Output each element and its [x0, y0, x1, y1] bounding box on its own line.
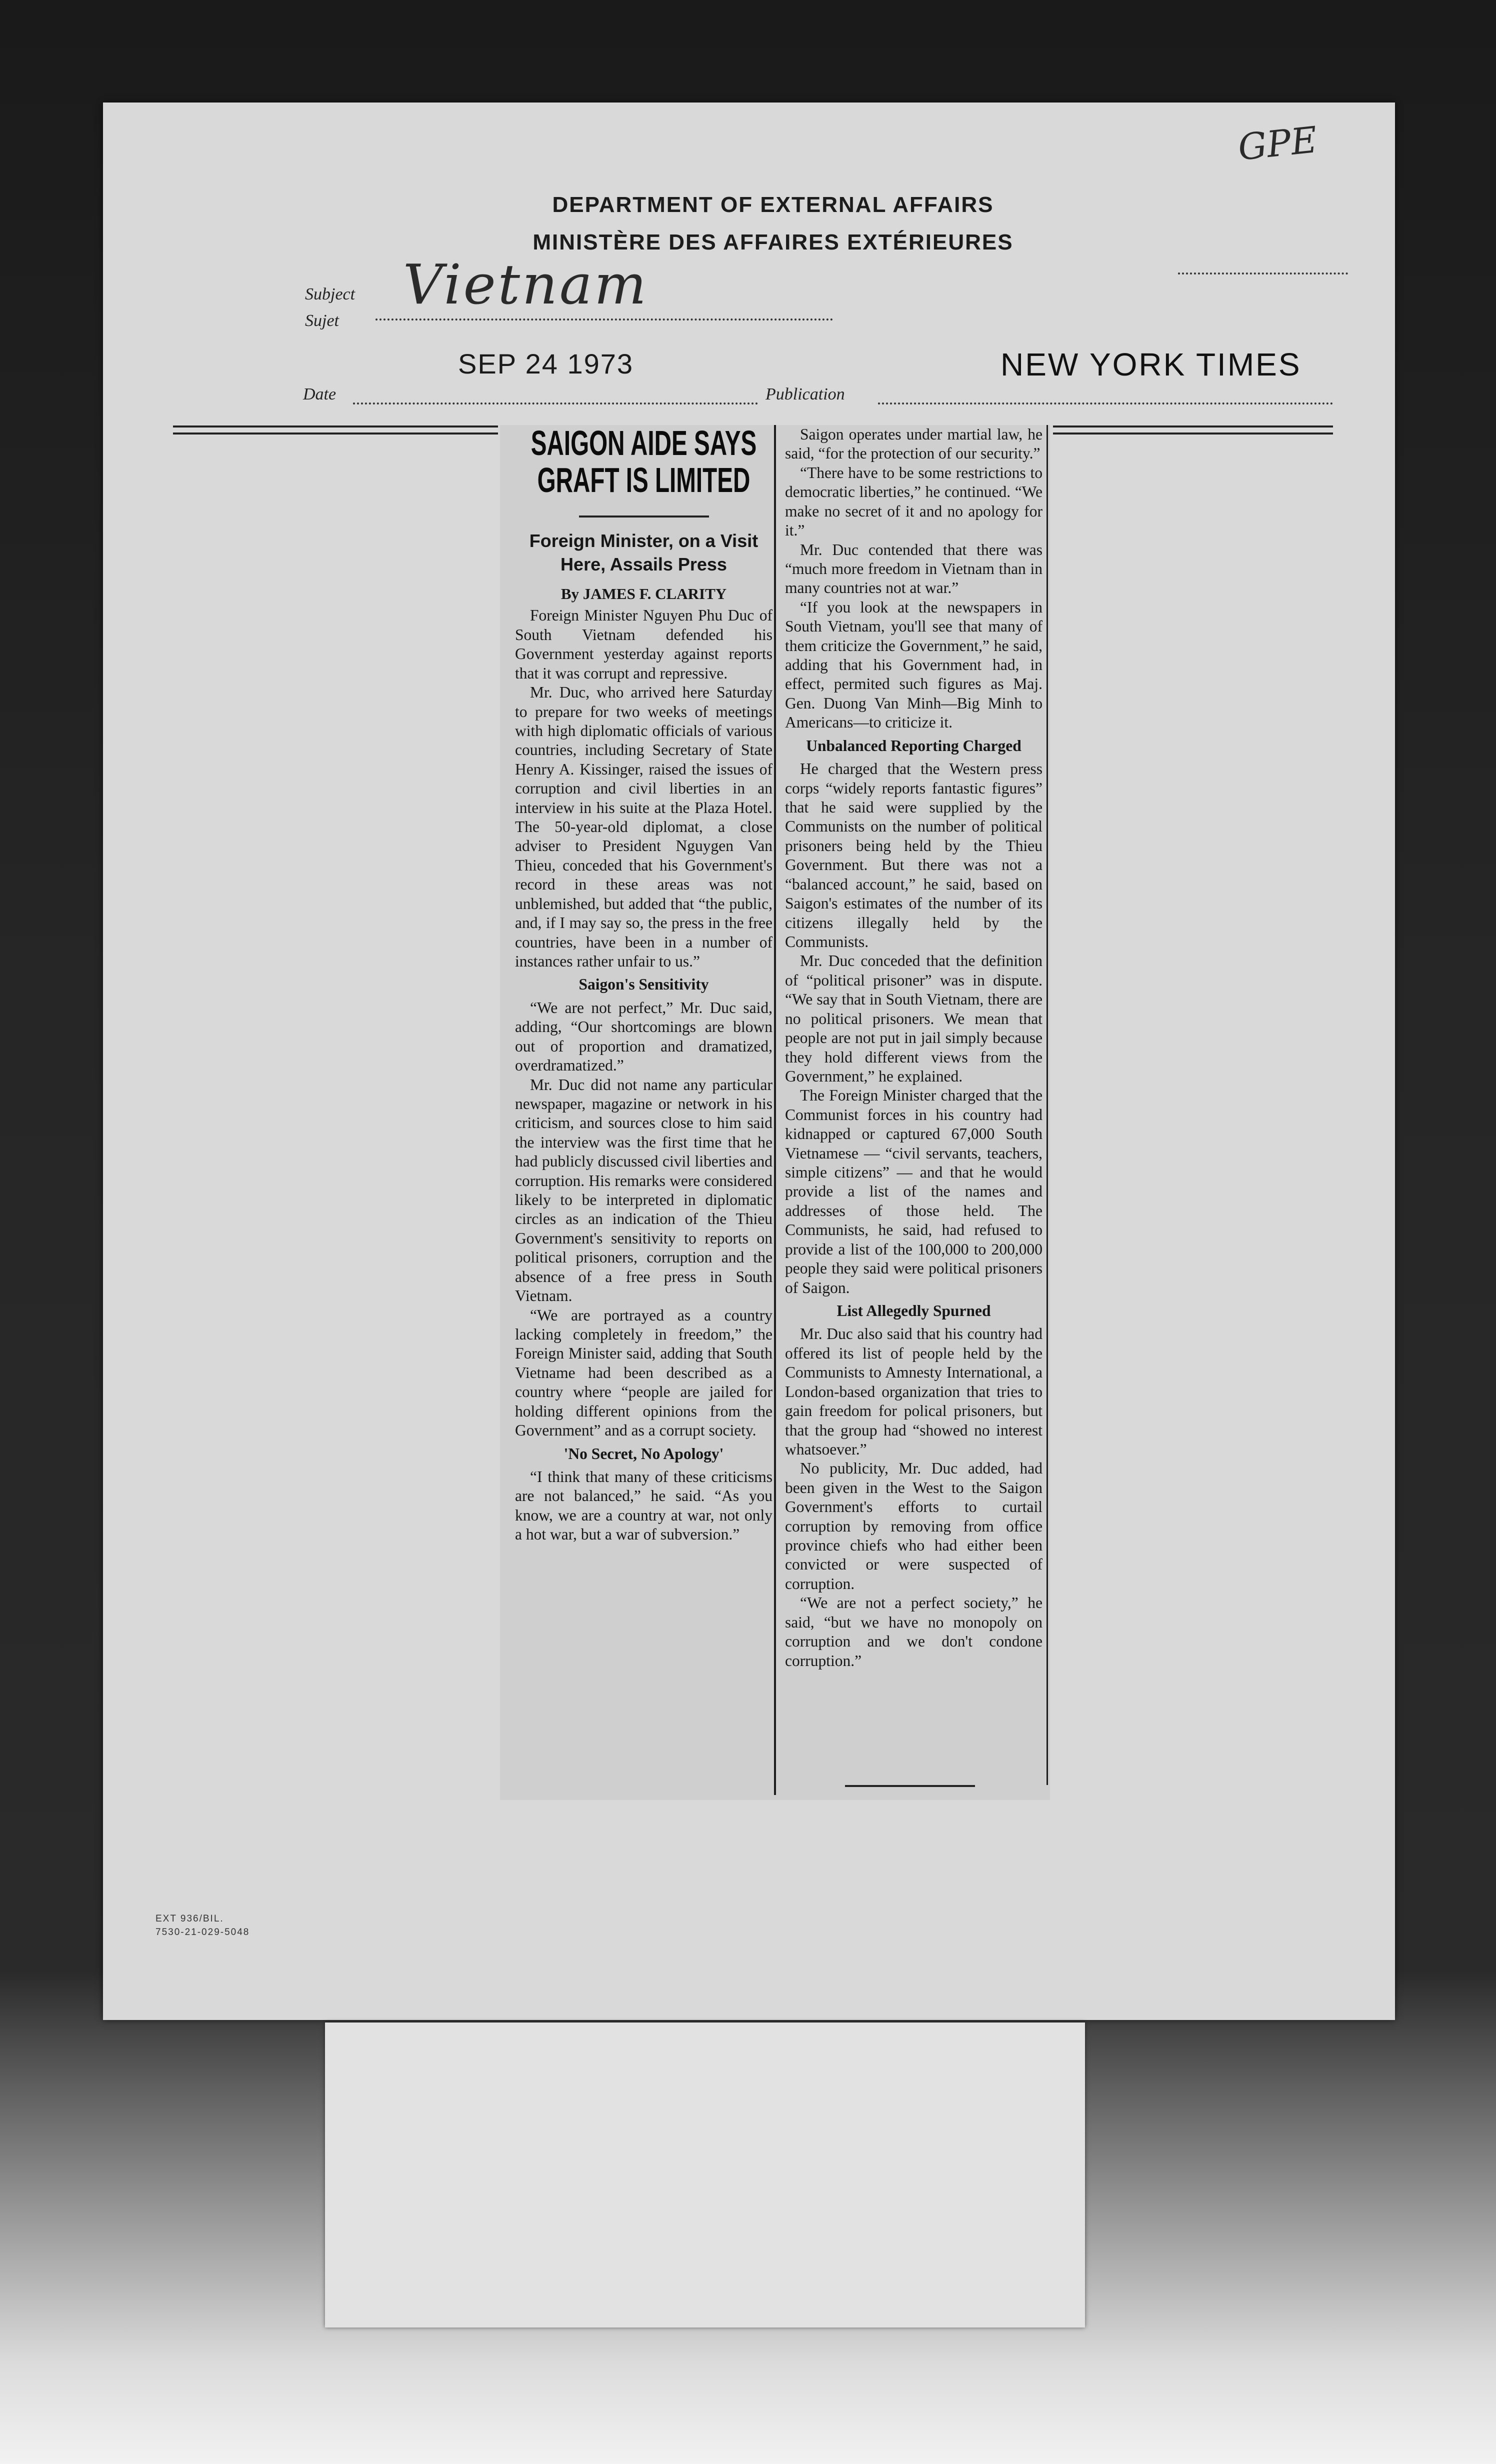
article-paragraph: “We are not perfect,” Mr. Duc said, adding, “Our shortcomings are blown out of proportion and dramatized, overdramatized.”	[515, 998, 772, 1074]
article-subhead: Unbalanced Reporting Charged	[806, 736, 1022, 754]
publication-dotted-line	[878, 402, 1333, 404]
article-paragraph: “If you look at the newspapers in South Vietnam, you'll see that many of them criticize the Government,” he said, adding that his Government had, in effect, permited such figures as Maj. Gen. Duong Van Minh—Big Minh to Americans—to criticize it.	[785, 598, 1042, 732]
attached-blank-slip	[325, 2022, 1085, 2328]
article-paragraph: “There have to be some restrictions to democratic liberties,” he continued. “We make no secret of it and no apology for it.”	[785, 464, 1042, 540]
article-end-rule	[845, 1785, 975, 1787]
article-paragraph: Mr. Duc contended that there was “much more freedom in Vietnam than in many countries not at war.”	[785, 540, 1042, 597]
newspaper-clipping	[500, 425, 1055, 1800]
column-divider-line	[774, 425, 776, 1795]
publication-name: NEW YORK TIMES	[1000, 346, 1302, 382]
headline-divider	[579, 516, 709, 518]
article-paragraph: Mr. Duc also said that his country had offered its list of people held by the Communists to Amnesty International, a London-based organization that tries to gain freedom for polical prisoners, but that the group had “showed no interest whatsoever.”	[785, 1325, 1042, 1458]
department-title-en: DEPARTMENT OF EXTERNAL AFFAIRS	[552, 192, 994, 217]
article-paragraph: “We are portrayed as a country lacking completely in freedom,” the Foreign Minister said, adding that South Vietname had been described as a country where “people are jailed for holding different opinions from the Government” and as a corrupt society.	[515, 1306, 772, 1440]
left-double-rule-top	[173, 426, 498, 428]
column-1-body	[515, 606, 772, 1544]
article-paragraph: Mr. Duc conceded that the definition of “political prisoner” was in dispute. “We say that in South Vietnam, there are no political prisoners. We mean that people are not put in jail simply because they hold different views from the Government,” he explained.	[785, 952, 1042, 1085]
article-column-1	[515, 425, 772, 1544]
form-number-line-2: 7530-21-029-5048	[156, 1926, 250, 1938]
article-paragraph: Saigon operates under martial law, he said, “for the protection of our security.”	[785, 426, 1042, 462]
article-headline: SAIGON AIDE SAYS GRAFT IS LIMITED	[530, 424, 757, 500]
article-deck: Foreign Minister, on a Visit Here, Assails Press	[529, 530, 758, 574]
form-number-line-1: EXT 936/BIL.	[156, 1914, 224, 1924]
department-title-fr: MINISTÈRE DES AFFAIRES EXTÉRIEURES	[532, 230, 1014, 254]
publication-label: Publication	[766, 385, 845, 404]
article-paragraph: Mr. Duc did not name any particular newspaper, magazine or network in his criticism, and sources close to him said the interview was the first time that he had publicly discussed civil liberties and corruption. His remarks were considered likely to be interpreted in diplomatic circles as an indication of the Thieu Government's sensitivity to reports on political prisoners, corruption and the absence of a free press in South Vietnam.	[515, 1076, 772, 1305]
subject-label: Subject	[305, 285, 356, 304]
article-byline: By JAMES F. CLARITY	[560, 584, 727, 602]
right-double-rule-top	[1053, 426, 1333, 428]
article-paragraph: Mr. Duc, who arrived here Saturday to prepare for two weeks of meetings with high diplomatic officials of various countries, including Secretary of State Henry A. Kissinger, raised the issues of corruption and civil liberties in an interview in his suite at the Plaza Hotel. The 50-year-old diplomat, a close adviser to President Nguygen Van Thieu, conceded that his Government's record in these areas was not unblemished, but added that “the public, and, if I may say so, the press in the free countries, have been in a number of instances rather unfair to us.”	[515, 684, 772, 970]
column-2-right-edge	[1046, 425, 1048, 1785]
article-paragraph: No publicity, Mr. Duc added, had been given in the West to the Saigon Government's efforts to curtail corruption by removing from office province chiefs who had either been convicted or were suspected of corruption.	[785, 1460, 1042, 1592]
subject-handwritten-value: Vietnam	[403, 252, 648, 316]
subject-label-fr: Sujet	[305, 312, 339, 330]
article-paragraph: “We are not a perfect society,” he said, “but we have no monopoly on corruption and we don't condone corruption.”	[785, 1594, 1042, 1670]
date-dotted-line	[353, 402, 758, 404]
form-number	[156, 1912, 250, 1939]
article-paragraph: The Foreign Minister charged that the Communist forces in his country had kidnapped or captured 67,000 South Vietnamese — “civil servants, teachers, simple citizens” — and that he would provide a list of the names and addresses of those held. The Communists, he said, had refused to provide a list of the 100,000 to 200,000 people they said were political prisoners of Saigon.	[785, 1086, 1042, 1296]
article-paragraph: “I think that many of these criticisms are not balanced,” he said. “As you know, we are a country at war, not only a hot war, but a war of subversion.”	[515, 1468, 772, 1544]
article-subhead: List Allegedly Spurned	[836, 1302, 991, 1320]
date-label: Date	[303, 385, 336, 404]
article-paragraph: Foreign Minister Nguyen Phu Duc of South Vietnam defended his Government yesterday against reports that it was corrupt and repressive.	[515, 606, 772, 682]
top-right-dotted-line	[1178, 272, 1348, 274]
column-2-body	[785, 425, 1042, 1670]
article-subhead: 'No Secret, No Apology'	[564, 1444, 724, 1462]
date-stamp: SEP 24 1973	[458, 348, 634, 380]
right-double-rule-bottom	[1053, 432, 1333, 434]
article-paragraph: He charged that the Western press corps “widely reports fantastic figures” that he said were supplied by the Communists on the number of political prisoners being held by the Thieu Government. But there was not a “balanced account,” he said, based on Saigon's estimates of the number of its citizens illegally held by the Communists.	[785, 760, 1042, 950]
left-double-rule-bottom	[173, 432, 498, 434]
article-column-2	[785, 425, 1042, 1670]
article-subhead: Saigon's Sensitivity	[578, 976, 709, 994]
corner-handwritten-mark: GPE	[1236, 118, 1320, 169]
subject-dotted-line	[376, 318, 833, 320]
